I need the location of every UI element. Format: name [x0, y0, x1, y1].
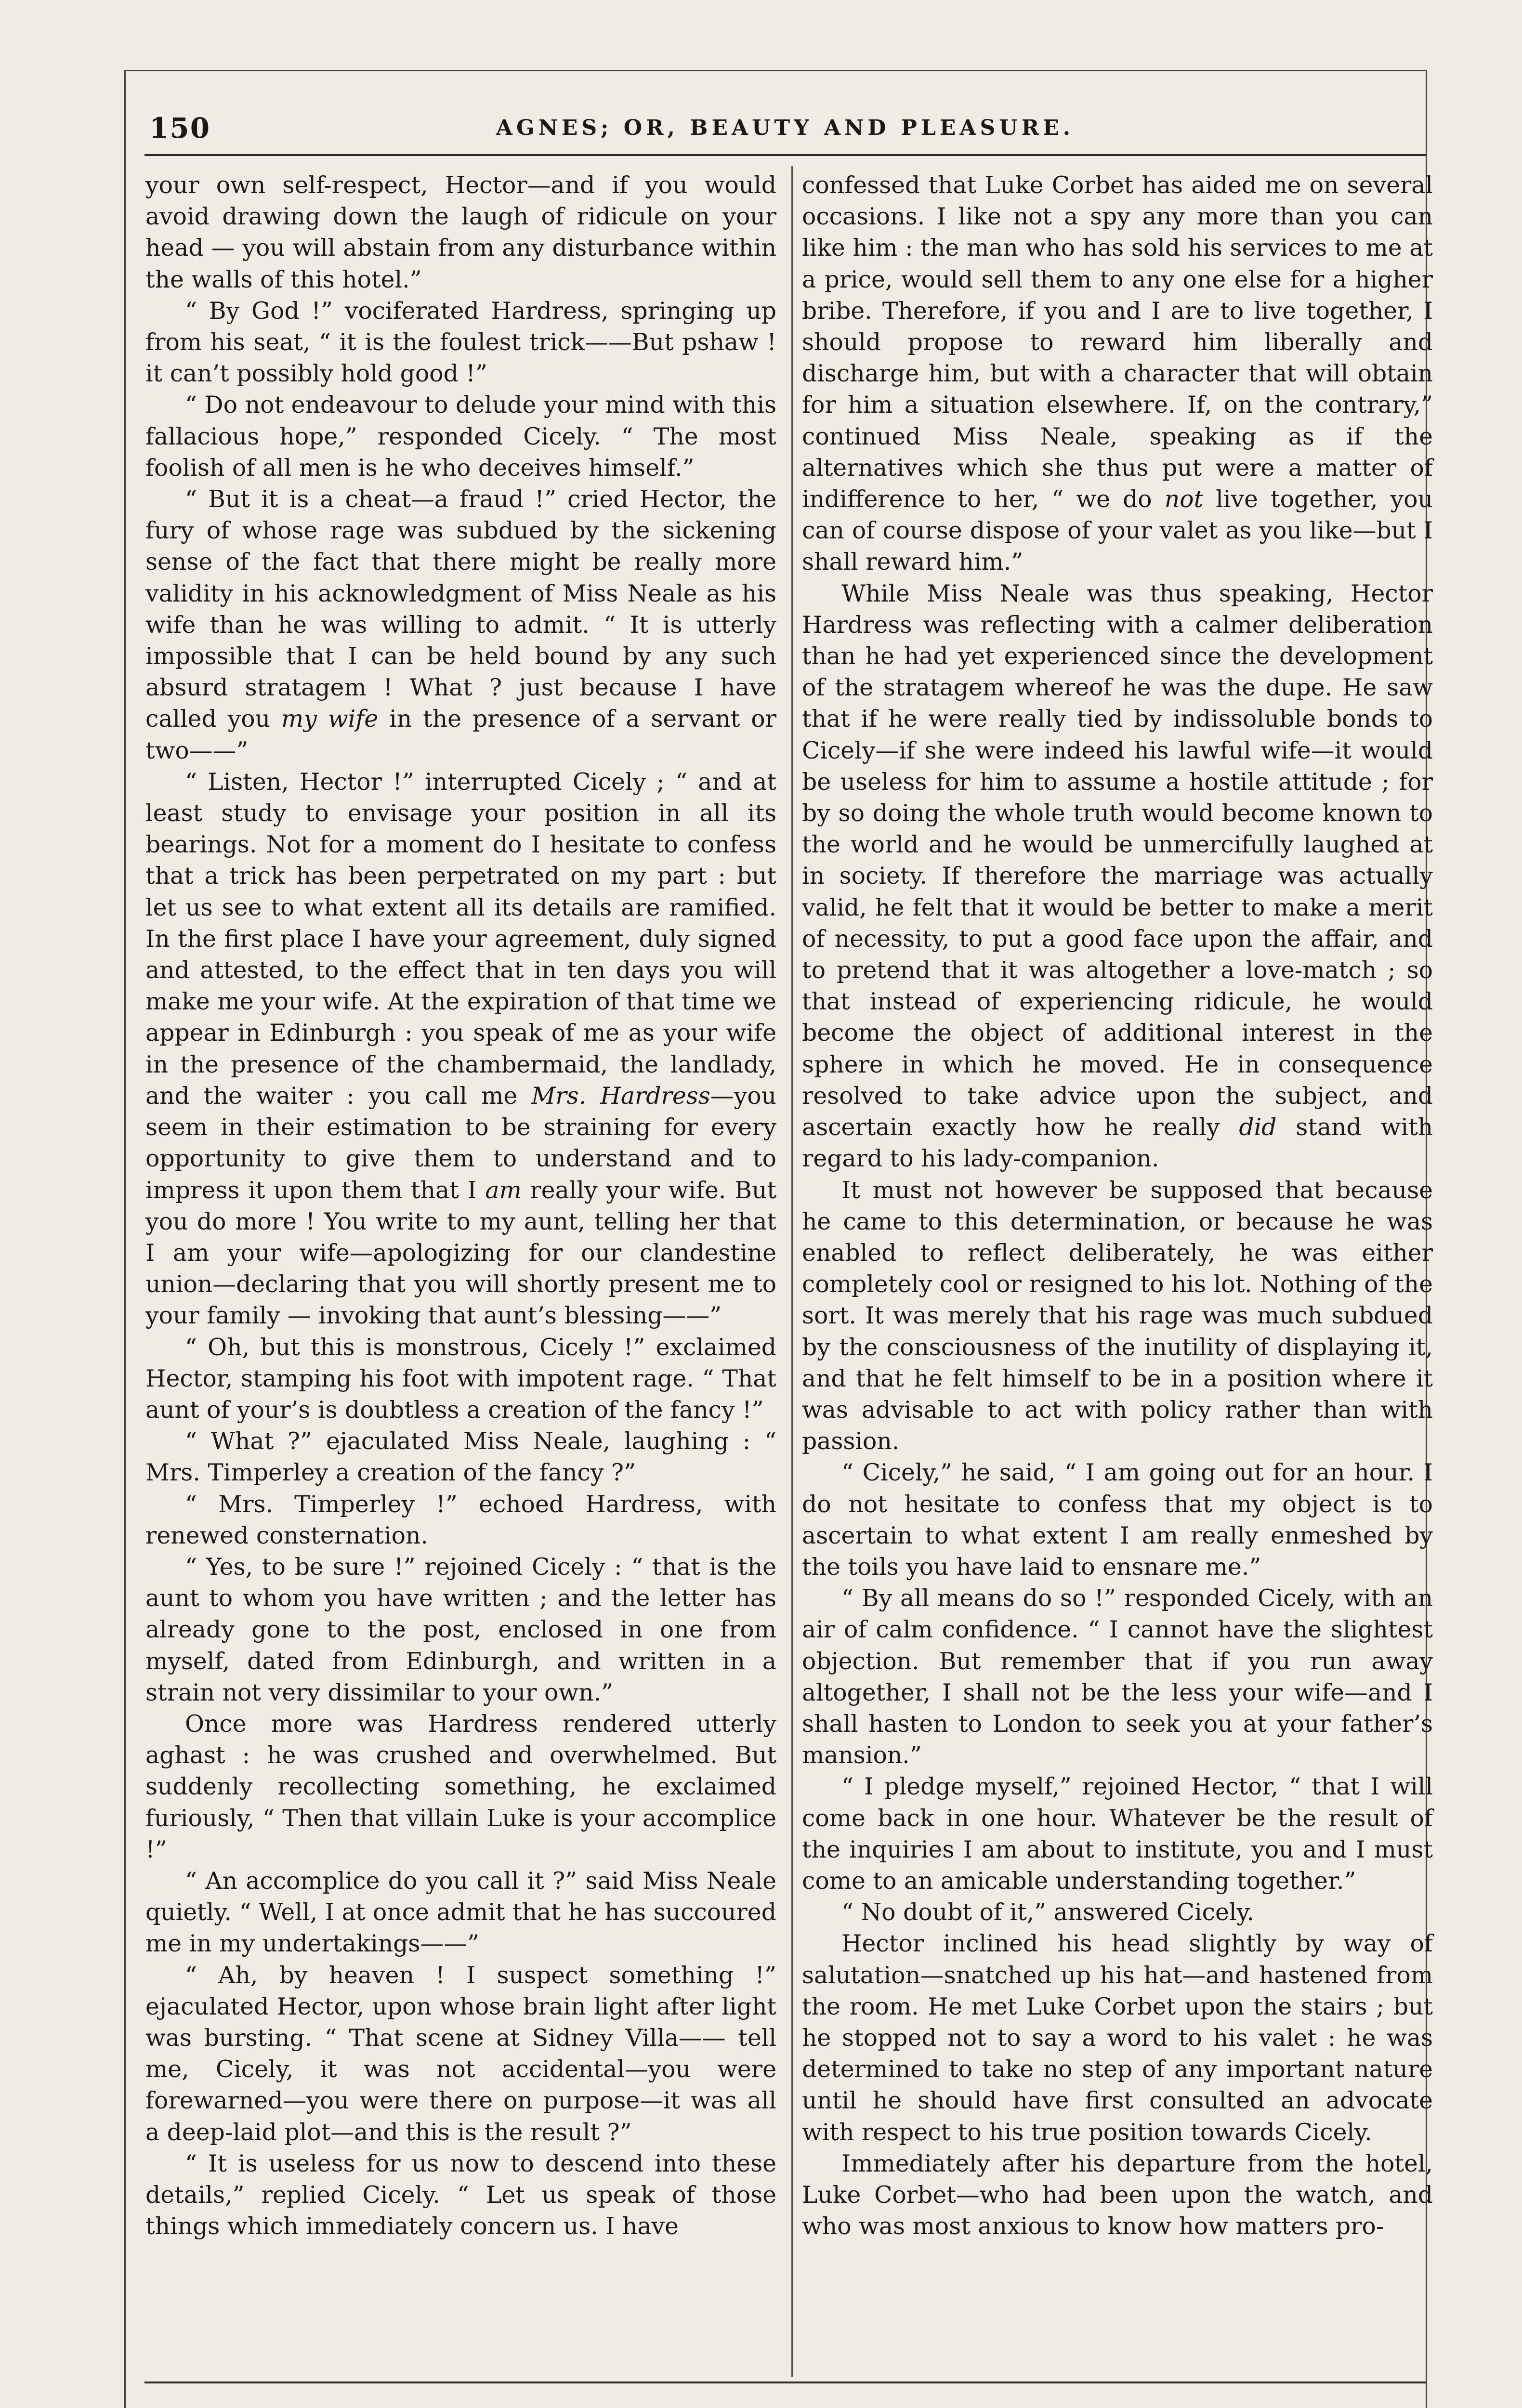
paragraph: “ Ah, by heaven ! I suspect something !” ejaculated Hector, upon whose brain light after light was bursting. “ That scene at Sidney Villa—— tell me, Cicely, it was not accidental—you were forewarned—you were there on purpose—it was all a deep-laid plot—and this is the result ?” [145, 1961, 776, 2146]
paragraph: “ Oh, but this is monstrous, Cicely !” exclaimed Hector, stamping his foot with impotent rage. “ That aunt of your’s is doubtless a creation of the fancy !” [145, 1333, 776, 1424]
paragraph: “ By all means do so !” responded Cicely, with an air of calm confidence. “ I cannot have the slightest objection. But remember that if you run away altogether, I shall not be the less your wife—and I shall hasten to London to seek you at your father’s mansion.” [802, 1584, 1433, 1769]
paragraph: “ Do not endeavour to delude your mind with this fallacious hope,” responded Cicely. “ The most foolish of all men is he who deceives himself.” [145, 391, 776, 482]
running-head: AGNES; OR, BEAUTY AND PLEASURE. [496, 116, 1075, 140]
header-rule [144, 154, 1426, 156]
paragraph: confessed that Luke Corbet has aided me on several occasions. I like not a spy any more than you can like him : the man who has sold his services to me at a price, would sell them to any one else for a higher bribe. Therefore, if you and I are to live together, I should propose to reward him liberally and discharge him, but with a character that will obtain for him a situation elsewhere. If, on the contrary,” continued Miss Neale, speaking as if the alternatives which she thus put were a matter of indifference to her, “ we do not live together, you can of course dispose of your valet as you like—but I shall reward him.” [802, 171, 1433, 576]
paragraph: Once more was Hardress rendered utterly aghast : he was crushed and overwhelmed. But suddenly recollecting something, he exclaimed furiously, “ Then that villain Luke is your accomplice !” [145, 1710, 776, 1863]
page-header [144, 101, 1426, 154]
paragraph: Immediately after his departure from the hotel, Luke Corbet—who had been upon the watch, and who was most anxious to know how matters pro- [802, 2149, 1433, 2240]
page-number: 150 [149, 112, 211, 144]
paragraph: “ Cicely,” he said, “ I am going out for an hour. I do not hesitate to confess that my object is to ascertain to what extent I am really enmeshed by the toils you have laid to ensnare me.” [802, 1459, 1433, 1581]
paragraph: “ I pledge myself,” rejoined Hector, “ that I will come back in one hour. Whatever be the result of the inquiries I am about to institute, you and I must come to an amicable understanding together.” [802, 1773, 1433, 1895]
paragraph: It must not however be supposed that because he came to this determination, or because he was enabled to reflect deliberately, he was either completely cool or resigned to his lot. Nothing of the sort. It was merely that his rage was much subdued by the consciousness of the inutility of displaying it, and that he felt himself to be in a position where it was advisable to act with policy rather than with passion. [802, 1176, 1433, 1455]
paragraph: “ What ?” ejaculated Miss Neale, laughing : “ Mrs. Timperley a creation of the fancy ?” [145, 1427, 776, 1487]
paragraph: While Miss Neale was thus speaking, Hector Hardress was reflecting with a calmer deliberation than he had yet experienced since the development of the stratagem whereof he was the dupe. He saw that if he were really tied by indissoluble bonds to Cicely—if she were indeed his lawful wife—it would be useless for him to assume a hostile attitude ; for by so doing the whole truth would become known to the world and he would be unmercifully laughed at in society. If therefore the marriage was actually valid, he felt that it would be better to make a merit of necessity, to put a good face upon the affair, and to pretend that it was altogether a love-match ; so that instead of experiencing ridicule, he would become the object of additional interest in the sphere in which he moved. He in consequence resolved to take advice upon the subject, and ascertain exactly how he really did stand with regard to his lady-companion. [802, 579, 1433, 1173]
paragraph: “ Yes, to be sure !” rejoined Cicely : “ that is the aunt to whom you have written ; and the letter has already gone to the post, enclosed in one from myself, dated from Edinburgh, and written in a strain not very dissimilar to your own.” [145, 1553, 776, 1706]
paragraph: “ An accomplice do you call it ?” said Miss Neale quietly. “ Well, I at once admit that he has succoured me in my undertakings——” [145, 1867, 776, 1958]
left-column [145, 170, 776, 2242]
paragraph: “ It is useless for us now to descend into these details,” replied Cicely. “ Let us speak of those things which immediately concern us. I have [145, 2149, 776, 2240]
paragraph: “ By God !” vociferated Hardress, springing up from his seat, “ it is the foulest trick——But pshaw ! it can’t possibly hold good !” [145, 297, 776, 388]
paragraph: Hector inclined his head slightly by way of salutation—snatched up his hat—and hastened from the room. He met Luke Corbet upon the stairs ; but he stopped not to say a word to his valet : he was determined to take no step of any important nature until he should have first consulted an advocate with respect to his true position towards Cicely. [802, 1930, 1433, 2146]
paragraph: “ No doubt of it,” answered Cicely. [841, 1898, 1255, 1926]
paragraph: “ But it is a cheat—a fraud !” cried Hector, the fury of whose rage was subdued by the sickening sense of the fact that there might be really more validity in his acknowledgment of Miss Neale as his wife than he was willing to admit. “ It is utterly impossible that I can be held bound by any such absurd stratagem ! What ? just because I have called you my wife in the presence of a servant or two——” [145, 485, 776, 764]
column-divider [791, 166, 793, 2377]
right-column [802, 170, 1433, 2242]
paragraph: “ Listen, Hector !” interrupted Cicely ; “ and at least study to envisage your position in all its bearings. Not for a moment do I hesitate to confess that a trick has been perpetrated on my part : but let us see to what extent all its details are ramified. In the first place I have your agreement, duly signed and attested, to the effect that in ten days you will make me your wife. At the expiration of that time we appear in Edinburgh : you speak of me as your wife in the presence of the chambermaid, the landlady, and the waiter : you call me Mrs. Hardress—you seem in their estimation to be straining for every opportunity to give them to understand and to impress it upon them that I am really your wife. But you do more ! You write to my aunt, telling her that I am your wife—apologizing for our clandestine union—declaring that you will shortly present me to your family — invoking that aunt’s blessing——” [145, 768, 776, 1330]
paragraph: your own self-respect, Hector—and if you would avoid drawing down the laugh of ridicule on your head — you will abstain from any disturbance within the walls of this hotel.” [145, 171, 776, 293]
footer-rule [144, 2382, 1426, 2383]
paragraph: “ Mrs. Timperley !” echoed Hardress, with renewed consternation. [145, 1490, 776, 1549]
